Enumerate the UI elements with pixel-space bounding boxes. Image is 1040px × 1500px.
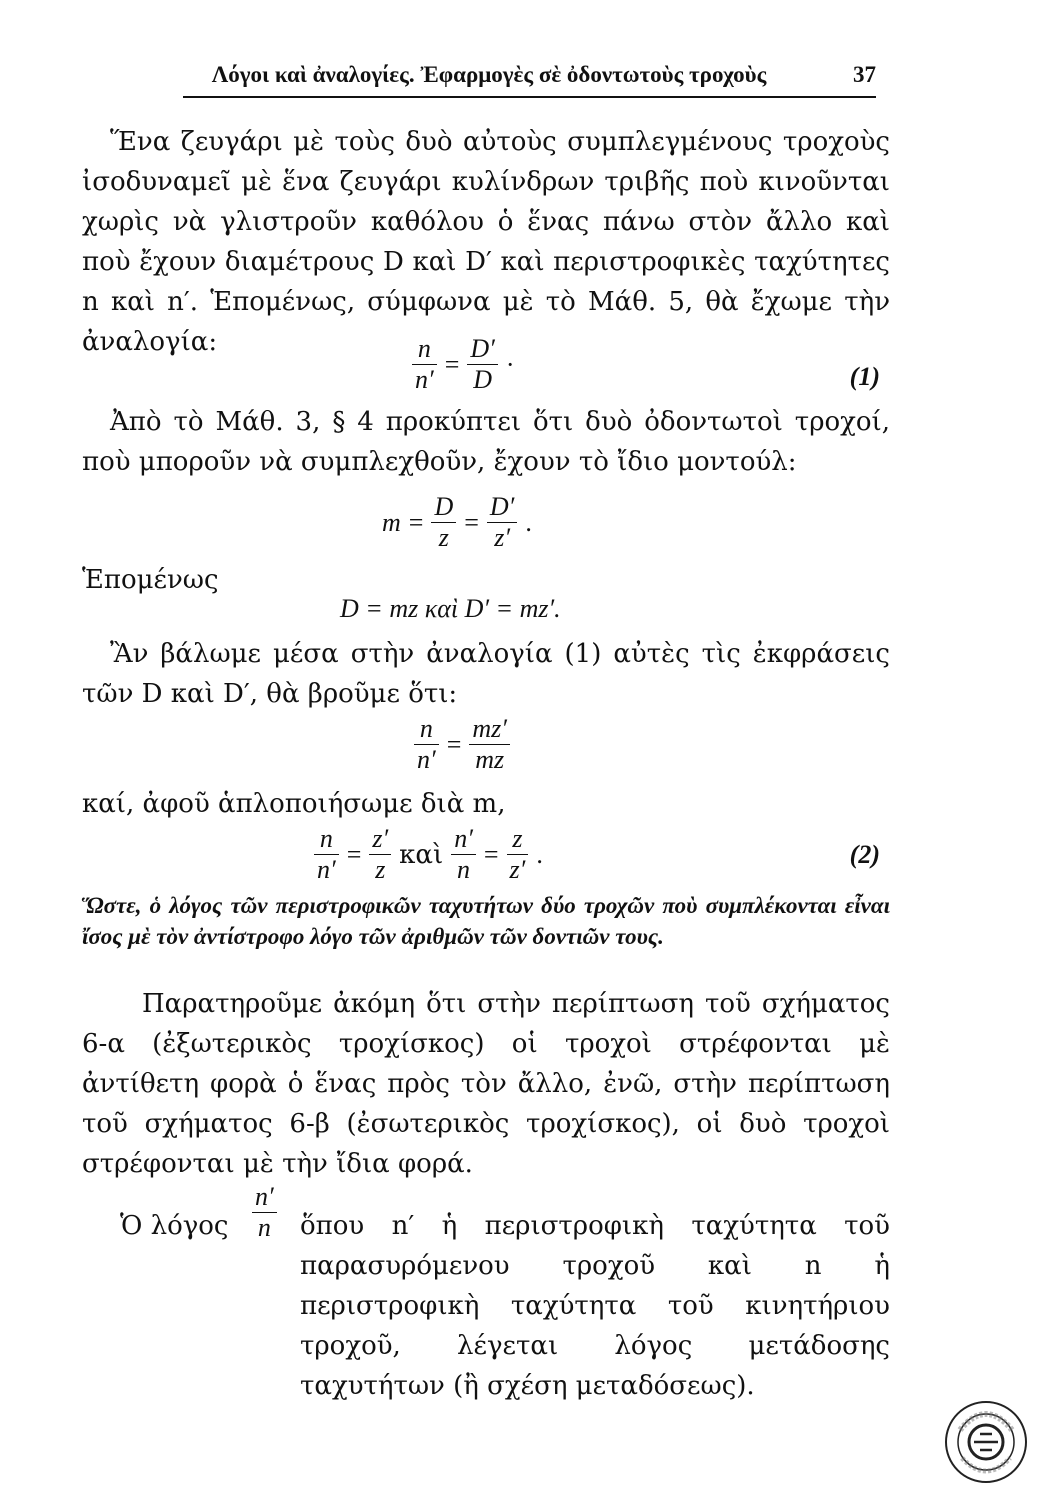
running-header [183, 52, 876, 98]
header-title: Λόγοι καὶ ἀναλογίες. Ἐφαρμογὲς σὲ ὀδοντωτοὺς τροχοὺς [211, 62, 767, 87]
ratio-intro: Ὁ λόγος [120, 1211, 229, 1241]
paragraph-1: Ἕνα ζευγάρι μὲ τοὺς δυὸ αὐτοὺς συμπλεγμένους τροχοὺς ἰσοδυναμεῖ μὲ ἕνα ζευγάρι κυλίνδρων τριβῆς ποὺ κινοῦνται χωρὶς νὰ γλιστροῦν καθόλου ὁ ἕνας πάνω στὸν ἄλλο καὶ ποὺ ἔχουν διαμέτρους D καὶ D′ καὶ περιστροφικὲς ταχύτητες n καὶ n′. Ἑπομένως, σύμφωνα μὲ τὸ Μάθ. 5, θὰ ἔχωμε τὴν ἀναλογία: [82, 127, 890, 357]
paragraph-4: Ἂν βάλωμε μέσα στὴν ἀναλογία (1) αὐτὲς τὶς ἐκφράσεις τῶν D καὶ D′, θὰ βροῦμε ὅτι: [82, 639, 890, 709]
seal-icon [944, 1400, 1028, 1484]
module-equation: m = $\frac{D}{z}$ = $\frac{D'}{z'}$ . [382, 492, 532, 552]
diameter-equation: D = mz καὶ D′ = mz′. [340, 594, 561, 623]
page-number: 37 [853, 62, 876, 87]
equation-1: $\frac{n}{n'}$ = $\frac{D'}{D}$ · [408, 334, 519, 395]
theorem-italic: Ὥστε, ὁ λόγος τῶν περιστροφικῶν ταχυτήτων δύο τροχῶν ποὺ συμπλέκονται εἶναι ἴσος μὲ τὸν ἀντίστροφο λόγο τῶν ἀριθμῶν τῶν δοντιῶν τους. [82, 893, 890, 949]
ratio-fraction: $\frac{n'}{n}$ [248, 1182, 281, 1243]
paragraph-3: Ἑπομένως [82, 565, 219, 595]
substitution-equation: $\frac{n}{n'}$ = $\frac{mz'}{mz}$ [410, 714, 514, 775]
paragraph-6: Παρατηροῦμε ἀκόμη ὅτι στὴν περίπτωση τοῦ σχήματος 6-α (ἐξωτερικὸς τροχίσκος) οἱ τροχοὶ στρέφονται μὲ ἀντίθετη φορὰ ὁ ἕνας πρὸς τὸν ἄλλο, ἐνῶ, στὴν περίπτωση τοῦ σχήματος 6-β (ἐσωτερικὸς τροχίσκος), οἱ δυὸ τροχοὶ στρέφονται μὲ τὴν ἴδια φορά. [82, 989, 890, 1179]
paragraph-5: καί, ἀφοῦ ἁπλοποιήσωμε διὰ m, [82, 789, 506, 819]
equation-2: $\frac{n}{n'}$ = $\frac{z'}{z}$ καὶ $\frac{n'}{n}$ = $\frac{z}{z'}$ . [310, 824, 547, 885]
paragraph-7: ὅπου n′ ἡ περιστροφικὴ ταχύτητα τοῦ παρασυρόμενου τροχοῦ καὶ n ἡ περιστροφικὴ ταχύτητα τοῦ κινητήριου τροχοῦ, λέγεται λόγος μετάδοσης ταχυτήτων (ἢ σχέση μεταδόσεως). [300, 1211, 890, 1401]
equation-2-label: (2) [849, 840, 880, 869]
equation-1-label: (1) [849, 362, 880, 391]
foundation-seal [944, 1400, 1028, 1484]
paragraph-2: Ἀπὸ τὸ Μάθ. 3, § 4 προκύπτει ὅτι δυὸ ὀδοντωτοὶ τροχοί, ποὺ μποροῦν νὰ συμπλεχθοῦν, ἔχουν τὸ ἴδιο μοντούλ: [82, 407, 890, 477]
